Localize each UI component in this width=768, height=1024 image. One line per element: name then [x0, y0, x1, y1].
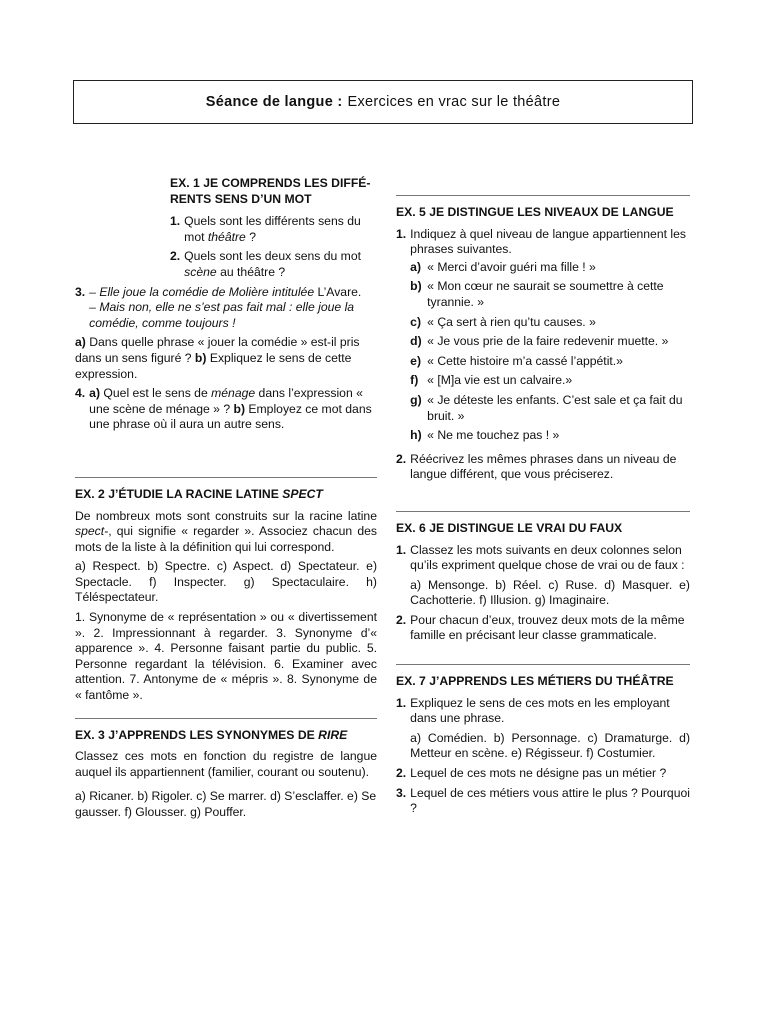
exercise-5-question-1: 1. Indiquez à quel niveau de langue appartiennent les phrases suivantes. a) « Merci d’avoir guéri ma fille ! » b) « Mon cœur ne saurait se soumettre à cette tyrannie. » c) « Ça sert à rien qu’tu causes. » d) « Je vous prie de la faire redevenir muette. » e) « Cette histoire m’a cassé l’appétit.» f) « [M]a vie est un calvaire.» g) « Je déteste les enfants. C’est sale et ça fait du bruit. » h) « Ne me touchez pas ! » [396, 227, 690, 448]
list-item: e) « Cette histoire m’a cassé l’appétit.» [410, 353, 623, 368]
exercise-7 [396, 664, 690, 817]
exercise-5 [396, 195, 690, 483]
exercise-6-question-2: 2. Pour chacun d’eux, trouvez deux mots de la même famille en précisant leur classe grammaticale. [396, 612, 685, 643]
list-item: b) « Mon cœur ne saurait se soumettre à cette tyrannie. » [410, 279, 664, 309]
exercise-7-word-list: a) Comédien. b) Personnage. c) Dramaturge. d) Metteur en scène. e) Régisseur. f) Costumier. [410, 730, 690, 761]
divider [396, 511, 690, 512]
divider [75, 718, 377, 719]
list-item: f) « [M]a vie est un calvaire.» [410, 373, 573, 388]
exercise-3-word-list: a) Ricaner. b) Rigoler. c) Se marrer. d) S’esclaffer. e) Se gausser. f) Glousser. g) Pouffer. [75, 789, 377, 819]
exercise-6-title: EX. 6 JE DISTINGUE LE VRAI DU FAUX [396, 520, 623, 535]
right-column [396, 195, 690, 821]
list-item: g) « Je déteste les enfants. C’est sale et ça fait du bruit. » [410, 392, 683, 423]
exercise-3-intro: Classez ces mots en fonction du registre de langue auquel ils appartiennent (familier, courant ou soutenu). [75, 749, 377, 779]
list-item: a) « Merci d’avoir guéri ma fille ! » [410, 259, 596, 274]
exercise-7-title: EX. 7 J’APPRENDS LES MÉTIERS DU THÉÂTRE [396, 674, 674, 689]
exercise-1-question-2: 2. Quels sont les deux sens du mot scène au théâtre ? [170, 249, 361, 279]
exercise-3 [75, 718, 377, 821]
exercise-5-title: EX. 5 JE DISTINGUE LES NIVEAUX DE LANGUE [396, 205, 674, 219]
exercise-2-title: EX. 2 J’ÉTUDIE LA RACINE LATINE SPECT [75, 486, 323, 501]
exercise-2 [75, 477, 377, 704]
page-title-strong: Séance de langue : [205, 94, 343, 110]
exercise-1-question-3: 3. – Elle joue la comédie de Molière intitulée L’Avare. – Mais non, elle ne s’est pas fait mal : elle joue la comédie, comme toujours ! [75, 284, 362, 330]
divider [396, 195, 690, 196]
exercise-2-definitions: 1. Synonyme de « représentation » ou « divertissement ». 2. Impressionnant à regarder. 3. Synonyme d’« apparence ». 4. Personne faisant partie du public. 5. Personne regardant la télévision. 6. Examiner avec attention. 7. Antonyme de « mépris ». 8. Synonyme de « fantôme ». [75, 610, 377, 703]
page-title: Exercices en vrac sur le théâtre [347, 94, 561, 110]
exercise-6-word-list: a) Mensonge. b) Réel. c) Ruse. d) Masquer. e) Cachotterie. f) Illusion. g) Imaginaire. [410, 577, 690, 608]
exercise-7-question-3: 3. Lequel de ces métiers vous attire le plus ? Pourquoi ? [396, 785, 690, 816]
list-item: d) « Je vous prie de la faire redevenir muette. » [410, 334, 669, 349]
exercise-5-sentence-list [410, 260, 690, 444]
exercise-1-question-1: 1. Quels sont les différents sens du mot théâtre ? [170, 214, 361, 244]
exercise-6-question-1: 1. Classez les mots suivants en deux colonnes selon qu’ils expriment quelque chose de vrai ou de faux : a) Mensonge. b) Réel. c) Ruse. d) Masquer. e) Cachotterie. f) Illusion. g) Imaginaire. [396, 542, 690, 608]
exercise-2-word-list: a) Respect. b) Spectre. c) Aspect. d) Spectateur. e) Spectacle. f) Inspecter. g) Spectaculaire. h) Téléspectateur. [75, 559, 377, 605]
exercise-1-title: EX. 1 JE COMPRENDS LES DIFFÉ- RENTS SENS D’UN MOT [170, 176, 371, 206]
list-item: h) « Ne me touchez pas ! » [410, 428, 560, 443]
page-title-box [73, 80, 693, 124]
exercise-1 [75, 176, 377, 433]
exercise-7-question-1: 1. Expliquez le sens de ces mots en les employant dans une phrase. a) Comédien. b) Personnage. c) Dramaturge. d) Metteur en scène. e) Régisseur. f) Costumier. [396, 695, 690, 761]
exercise-6 [396, 511, 690, 644]
exercise-3-title: EX. 3 J’APPRENDS LES SYNONYMES DE RIRE [75, 727, 348, 742]
divider [396, 664, 690, 665]
exercise-1-question-3-tasks: a) Dans quelle phrase « jouer la comédie » est-il pris dans un sens figuré ? b) Expliquez le sens de cette expression. [75, 335, 360, 381]
exercise-5-question-2: 2. Réécrivez les mêmes phrases dans un niveau de langue différent, que vous préciserez. [396, 451, 677, 482]
exercise-1-question-4: 4. a) Quel est le sens de ménage dans l’expression « une scène de ménage » ? b) Employez ce mot dans une phrase où il aura un autre sens. [75, 386, 372, 432]
left-column [75, 176, 377, 821]
list-item: c) « Ça sert à rien qu’tu causes. » [410, 314, 596, 329]
divider [75, 477, 377, 478]
exercise-7-question-2: 2. Lequel de ces mots ne désigne pas un métier ? [396, 766, 667, 781]
exercise-2-intro: De nombreux mots sont construits sur la racine latine spect-, qui signifie « regarder ». Associez chacun des mots de la liste à la définition qui lui correspond. [75, 508, 377, 554]
